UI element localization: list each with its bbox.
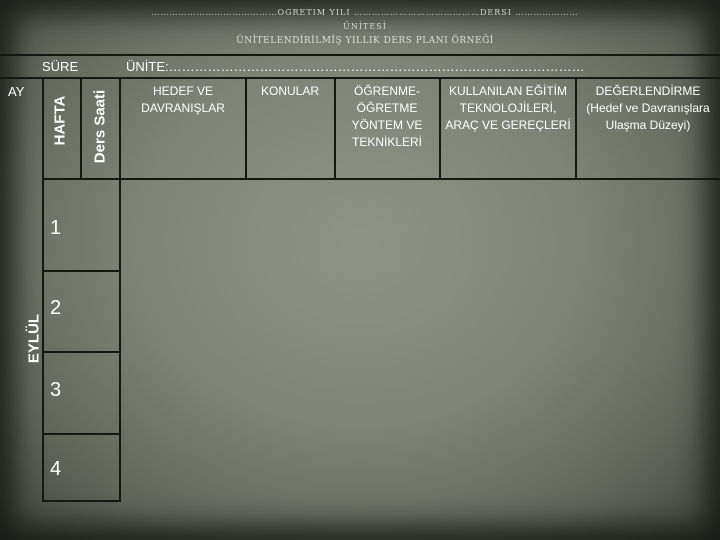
- week-divider-3: [42, 433, 120, 435]
- ay-column-border: [42, 77, 44, 502]
- column-header-degerlendirme: DEĞERLENDİRME (Hedef ve Davranışlara Ulaşma Düzeyi): [586, 84, 710, 132]
- document-header: [130, 6, 600, 48]
- week-number-3: 3: [50, 379, 62, 401]
- column-header-yontem: ÖĞRENME-ÖĞRETME YÖNTEM VE TEKNİKLERİ: [351, 84, 423, 149]
- header-row-divider: [0, 77, 720, 79]
- header-line-2: ÜNİTELENDİRİLMİŞ YILLIK DERS PLANI ÖRNEĞİ: [236, 36, 494, 46]
- column-header-araclar: KULLANILAN EĞİTİM TEKNOLOJİLERİ, ARAÇ VE GEREÇLERİ: [445, 84, 571, 132]
- column-header-konular: KONULAR: [260, 84, 319, 98]
- col-divider-3: [439, 77, 441, 179]
- sure-label: SÜRE: [42, 59, 79, 74]
- hours-column-border: [119, 77, 121, 502]
- col-divider-2: [334, 77, 336, 179]
- column-header-bottom: [42, 178, 720, 180]
- week-divider-2: [42, 351, 120, 353]
- week-number-4: 4: [50, 458, 62, 480]
- week-number-2: 2: [50, 297, 62, 319]
- week-number-1: 1: [50, 217, 62, 239]
- ders-saati-label: Ders Saati: [91, 89, 109, 164]
- col-divider-1: [245, 77, 247, 179]
- hafta-label: HAFTA: [51, 95, 69, 146]
- hafta-column-border: [80, 77, 82, 179]
- table-top-border: [0, 54, 720, 56]
- column-header-hedef: HEDEF VE DAVRANIŞLAR: [141, 84, 225, 115]
- unite-label: ÜNİTE:……………………………………………………………………………………: [126, 59, 585, 74]
- month-label: EYLÜL: [25, 313, 43, 364]
- ay-label: AY: [8, 84, 25, 99]
- col-divider-4: [575, 77, 577, 179]
- table-bottom-border: [42, 500, 120, 502]
- header-line-1: ……………………………………ÖĞRETİM YILI ……………………………………DERSİ …………………ÜNİTESİ: [151, 8, 579, 31]
- week-divider-1: [42, 270, 120, 272]
